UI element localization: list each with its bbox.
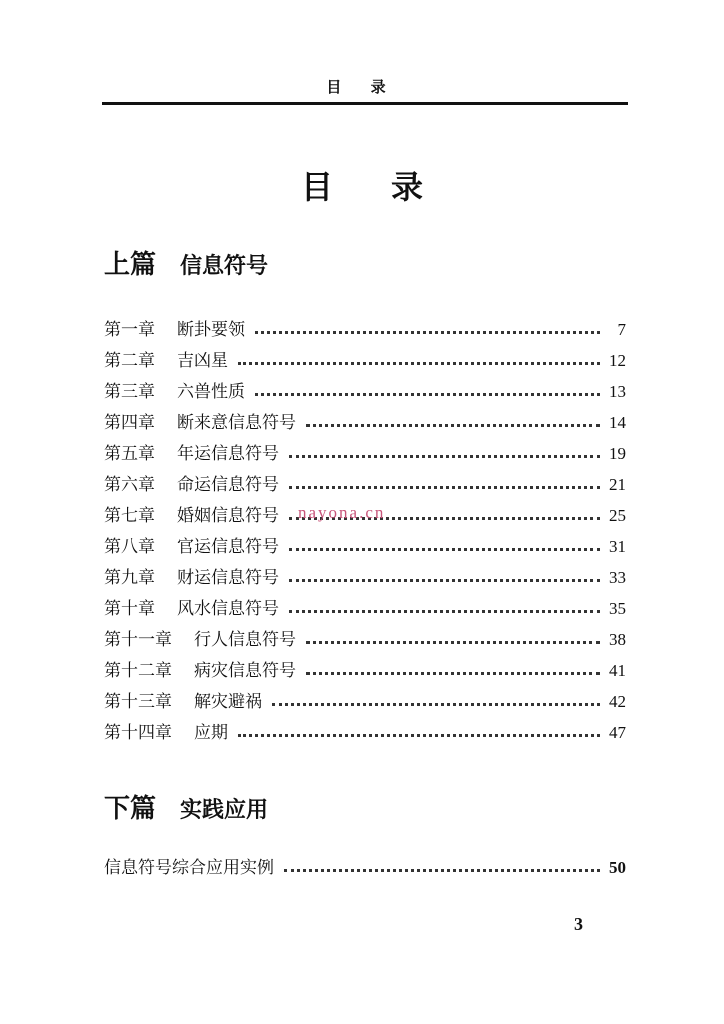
toc-title: 官运信息符号 (177, 537, 279, 557)
toc-title: 婚姻信息符号 (177, 506, 279, 526)
toc-page-number: 7 (617, 320, 626, 339)
toc-row[interactable] (104, 852, 626, 878)
part-label: 下篇 (104, 794, 157, 824)
running-head: 目 录 (326, 78, 398, 96)
toc-title: 吉凶星 (177, 351, 228, 371)
toc-leader-dots (306, 424, 600, 427)
toc-chapter: 第十一章 (104, 630, 172, 650)
part-name: 信息符号 (180, 254, 269, 279)
part-label: 上篇 (104, 250, 157, 280)
header-rule (102, 102, 628, 105)
toc-page-number: 50 (609, 858, 626, 877)
toc-leader-dots (289, 579, 600, 582)
toc-chapter: 第六章 (104, 475, 155, 495)
toc-row[interactable] (104, 686, 626, 712)
toc-row[interactable] (104, 593, 626, 619)
toc-row[interactable] (104, 717, 626, 743)
toc-page-number: 42 (609, 692, 626, 711)
toc-title: 年运信息符号 (177, 444, 279, 464)
toc-leader-dots (306, 641, 600, 644)
toc-chapter: 第十四章 (104, 723, 172, 743)
toc-chapter: 第三章 (104, 382, 155, 402)
toc-page-number: 19 (609, 444, 626, 463)
toc-title: 信息符号综合应用实例 (104, 858, 274, 878)
toc-title: 断来意信息符号 (177, 413, 296, 433)
toc-row[interactable] (104, 407, 626, 433)
toc-page-number: 13 (609, 382, 626, 401)
toc-leader-dots (289, 486, 600, 489)
toc-leader-dots (289, 548, 600, 551)
toc-title: 六兽性质 (177, 382, 245, 402)
part-name: 实践应用 (180, 798, 269, 823)
toc-leader-dots (255, 331, 600, 334)
toc-page-number: 25 (609, 506, 626, 525)
page-number: 3 (574, 914, 583, 934)
toc-row[interactable] (104, 562, 626, 588)
toc-chapter: 第八章 (104, 537, 155, 557)
toc-chapter: 第十二章 (104, 661, 172, 681)
toc-leader-dots (255, 393, 600, 396)
toc-chapter: 第七章 (104, 506, 155, 526)
toc-page-number: 21 (609, 475, 626, 494)
toc-leader-dots (284, 869, 600, 872)
toc-leader-dots (289, 610, 600, 613)
toc-row[interactable] (104, 438, 626, 464)
toc-row[interactable] (104, 624, 626, 650)
toc-chapter: 第四章 (104, 413, 155, 433)
toc-page-number: 35 (609, 599, 626, 618)
toc-chapter: 第一章 (104, 320, 155, 340)
toc-title: 应期 (194, 723, 228, 743)
watermark: nayona.cn (298, 503, 386, 522)
toc-title: 解灾避祸 (194, 692, 262, 712)
toc-leader-dots (272, 703, 600, 706)
toc-page-number: 33 (609, 568, 626, 587)
toc-title: 断卦要领 (177, 320, 245, 340)
toc-page-number: 14 (609, 413, 626, 432)
toc-title: 行人信息符号 (194, 630, 296, 650)
toc-page-number: 12 (609, 351, 626, 370)
page-title: 目录 (300, 168, 481, 206)
toc-page-number: 47 (609, 723, 626, 742)
toc-title: 财运信息符号 (177, 568, 279, 588)
toc-title: 病灾信息符号 (194, 661, 296, 681)
toc-leader-dots (306, 672, 600, 675)
toc-row[interactable] (104, 469, 626, 495)
toc-title: 命运信息符号 (177, 475, 279, 495)
toc-row[interactable] (104, 314, 626, 340)
part-heading-1 (104, 244, 268, 281)
toc-chapter: 第九章 (104, 568, 155, 588)
toc-row[interactable] (104, 655, 626, 681)
toc-chapter: 第十三章 (104, 692, 172, 712)
toc-page-number: 31 (609, 537, 626, 556)
toc-chapter: 第十章 (104, 599, 155, 619)
toc-chapter: 第二章 (104, 351, 155, 371)
toc-leader-dots (238, 362, 600, 365)
toc-page-number: 41 (609, 661, 626, 680)
toc-leader-dots (238, 734, 600, 737)
toc-title: 风水信息符号 (177, 599, 279, 619)
toc-chapter: 第五章 (104, 444, 155, 464)
toc-row[interactable] (104, 376, 626, 402)
toc-leader-dots (289, 455, 600, 458)
toc-row[interactable] (104, 345, 626, 371)
toc-page-number: 38 (609, 630, 626, 649)
toc-row[interactable] (104, 531, 626, 557)
part-heading-2 (104, 788, 268, 825)
